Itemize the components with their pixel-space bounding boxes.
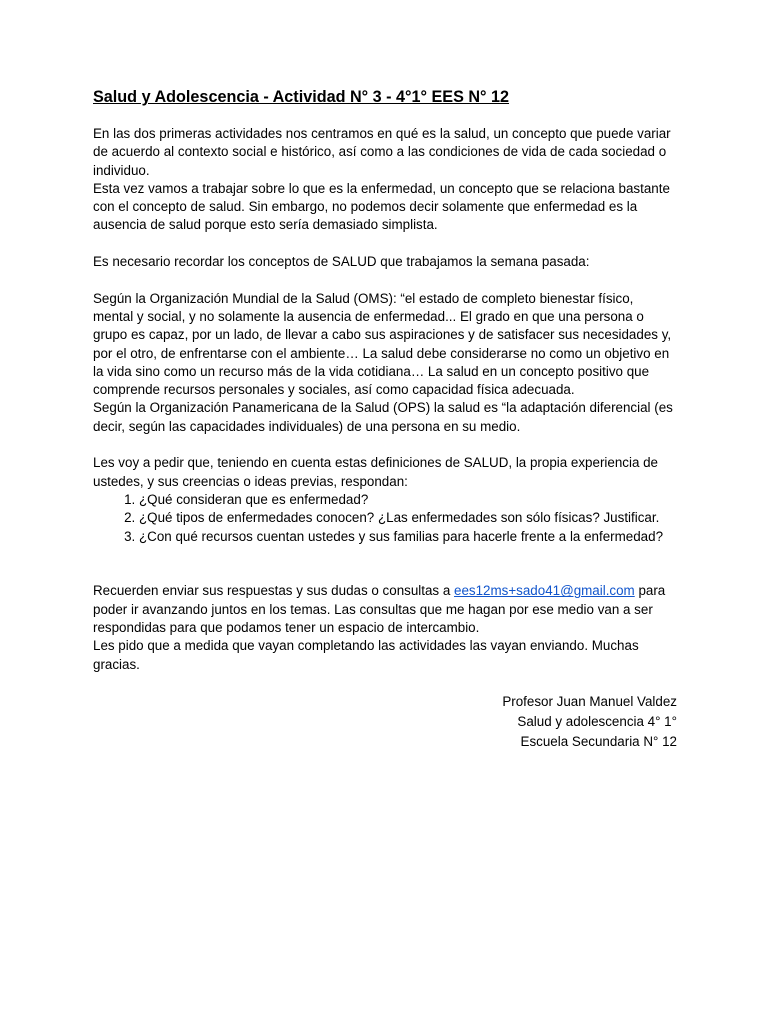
recall-paragraph: Es necesario recordar los conceptos de SALUD que trabajamos la semana pasada:: [93, 254, 590, 270]
question-item: 2. ¿Qué tipos de enfermedades conocen? ¿Las enfermedades son sólo físicas? Justificar.: [139, 509, 677, 527]
document-page: [93, 86, 677, 752]
question-item: 3. ¿Con qué recursos cuentan ustedes y sus familias para hacerle frente a la enfermedad?: [139, 528, 677, 546]
request-paragraph: Les voy a pedir que, teniendo en cuenta estas definiciones de SALUD, la propia experiencia de ustedes, y sus creencias o ideas previas, respondan:: [93, 455, 659, 489]
email-link[interactable]: ees12ms+sado41@gmail.com: [454, 583, 635, 599]
spacer: [93, 235, 677, 253]
spacer: [93, 564, 677, 582]
signature-school: Escuela Secundaria N° 12: [520, 734, 677, 750]
ops-definition: Según la Organización Panamericana de la Salud (OPS) la salud es “la adaptación diferencial (es decir, según las capacidades individuales) de una persona en su medio.: [93, 400, 673, 434]
question-item: 1. ¿Qué consideran que es enfermedad?: [139, 491, 677, 509]
oms-definition: Según la Organización Mundial de la Salud (OMS): “el estado de completo bienestar físico, mental y social, y no solamente la ausencia de enfermedad... El grado en que una persona o grupo es capaz, por un lado, de llevar a cabo sus aspiraciones y de satisfacer sus necesidades y, por el otro, de enfrentarse con el ambiente… La salud debe considerarse no como un objetivo en la vida sino como un recurso más de la vida cotidiana… La salud en un concepto positivo que comprende recursos personales y sociales, así como capacidad física adecuada.: [93, 290, 672, 398]
signature-course: Salud y adolescencia 4° 1°: [517, 714, 677, 730]
signature-name: Profesor Juan Manuel Valdez: [502, 694, 677, 710]
closing-paragraph-2: Les pido que a medida que vayan completando las actividades las vayan enviando. Muchas gracias.: [93, 638, 639, 672]
spacer: [93, 436, 677, 454]
closing-paragraph: [93, 582, 677, 637]
spacer: [93, 271, 677, 289]
closing-text-after-link: para poder ir avanzando juntos en los temas. Las consultas que me hagan por ese medio van a ser respondidas para que podamos tener un espacio de intercambio.: [93, 583, 666, 636]
intro-paragraph-1: En las dos primeras actividades nos centramos en qué es la salud, un concepto que puede variar de acuerdo al contexto social e histórico, así como a las condiciones de vida de cada sociedad o individuo.: [93, 126, 671, 178]
closing-text-before-link: Recuerden enviar sus respuestas y sus dudas o consultas a: [93, 583, 455, 599]
intro-paragraph-2: Esta vez vamos a trabajar sobre lo que es la enfermedad, un concepto que se relaciona bastante con el concepto de salud. Sin embargo, no podemos decir solamente que enfermedad es la ausencia de salud porque esto sería demasiado simplista.: [93, 180, 670, 233]
question-list: [93, 491, 677, 546]
spacer: [93, 546, 677, 564]
document-title: Salud y Adolescencia - Actividad N° 3 - 4°1° EES N° 12: [93, 88, 510, 106]
signature-block: [93, 692, 677, 752]
